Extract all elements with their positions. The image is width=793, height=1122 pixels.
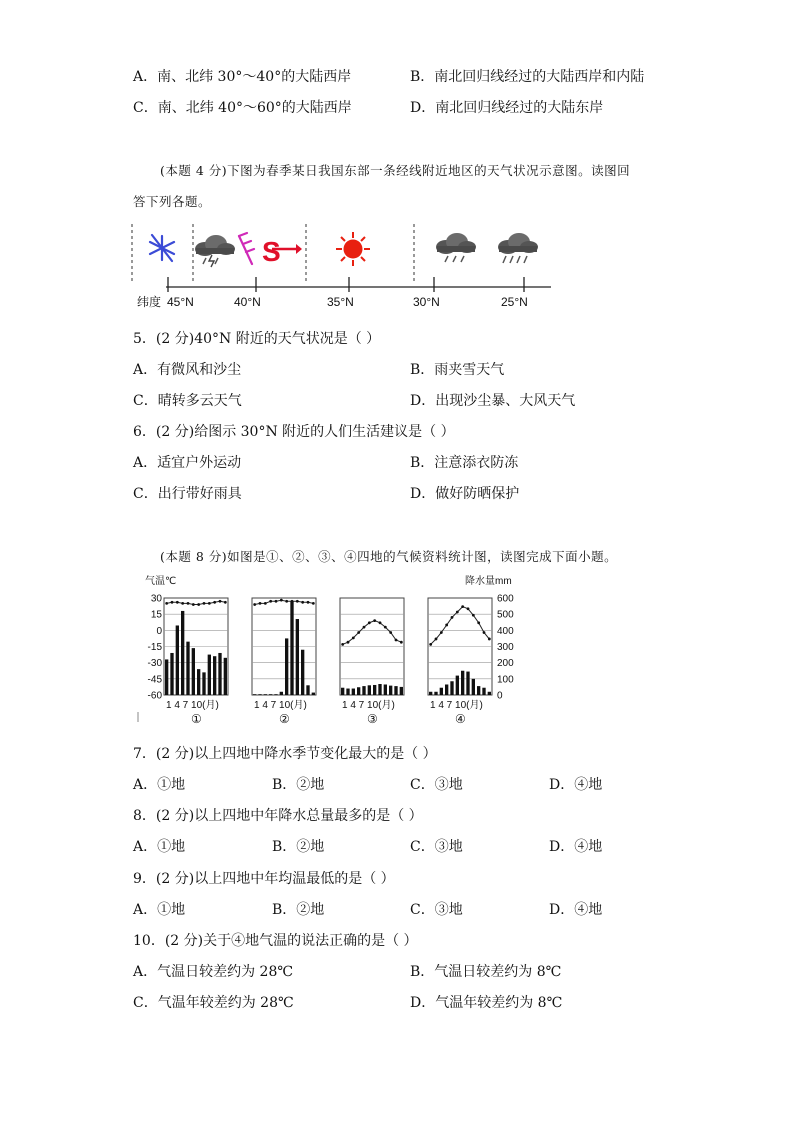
q10-stem: 10．(2 分)关于④地气温的说法正确的是（ ） (133, 933, 418, 949)
right-tick-label: 0 (497, 690, 503, 702)
temperature-point (352, 636, 355, 639)
right-tick-label: 400 (497, 625, 514, 637)
right-tick-label: 300 (497, 642, 514, 653)
panel-label: ④ (455, 712, 466, 726)
precip-bar (285, 638, 288, 695)
q5-option-b[interactable]: B．雨夹雪天气 (410, 362, 505, 378)
precip-bar (269, 694, 272, 695)
wind-barb-icon (239, 233, 254, 264)
temperature-point (176, 601, 179, 604)
svg-text:S: S (262, 236, 281, 267)
lat-label-35: 35°N (327, 295, 354, 309)
temperature-point (477, 621, 480, 624)
lat-label-45: 45°N (167, 295, 194, 309)
precip-bar (208, 655, 211, 695)
q6-option-a[interactable]: A．适宜户外运动 (133, 455, 242, 471)
precip-bar (346, 689, 349, 695)
temperature-point (384, 626, 387, 629)
temperature-point (181, 602, 184, 605)
q8-option-a[interactable]: A．①地 (133, 839, 186, 855)
precip-bar (202, 672, 205, 695)
precip-bar (165, 659, 168, 695)
temperature-point (445, 624, 448, 627)
temperature-point (483, 631, 486, 634)
temperature-point (197, 603, 200, 606)
section1-intro-line2: 答下列各题。 (133, 194, 212, 209)
precip-bar (461, 671, 464, 695)
temperature-point (259, 602, 262, 605)
temperature-point (171, 601, 174, 604)
q5-option-a[interactable]: A．有微风和沙尘 (133, 362, 242, 378)
temperature-point (264, 602, 267, 605)
panel-label: ③ (367, 712, 378, 726)
q9-option-c[interactable]: C．③地 (410, 902, 463, 918)
precip-bar (341, 688, 344, 695)
temperature-point (456, 611, 459, 614)
temperature-point (400, 641, 403, 644)
sandstorm-icon (262, 236, 302, 267)
right-tick-label: 200 (497, 658, 514, 670)
temperature-point (451, 616, 454, 619)
option-b[interactable]: B．南北回归线经过的大陆西岸和内陆 (410, 69, 645, 85)
climate-panel-2 (252, 598, 316, 726)
temperature-point (347, 641, 350, 644)
precip-bar (400, 687, 403, 695)
temperature-point (467, 607, 470, 610)
temperature-point (280, 599, 283, 602)
precip-bar (445, 684, 448, 695)
right-tick-label: 500 (497, 609, 514, 621)
lat-label-25: 25°N (501, 295, 528, 309)
temperature-point (312, 602, 315, 605)
sun-icon (336, 232, 370, 266)
precip-bar (357, 687, 360, 695)
q8-stem: 8．(2 分)以上四地中年降水总量最多的是（ ） (133, 808, 423, 824)
precip-bar (301, 650, 304, 695)
left-tick-label: 15 (150, 609, 162, 621)
q10-option-d[interactable]: D．气温年较差约为 8℃ (410, 995, 563, 1011)
precip-bar (394, 686, 397, 695)
temperature-point (269, 600, 272, 603)
temperature-line (431, 607, 490, 645)
precip-bar (450, 681, 453, 695)
right-tick-label: 100 (497, 674, 514, 686)
temperature-point (213, 601, 216, 604)
q8-option-c[interactable]: C．③地 (410, 839, 463, 855)
temperature-point (373, 619, 376, 622)
precip-bar (352, 689, 355, 695)
temperature-point (208, 602, 211, 605)
precip-bar (192, 648, 195, 695)
thunder-rain-cloud-icon (195, 235, 235, 267)
q6-stem: 6．(2 分)给图示 30°N 附近的人们生活建议是（ ） (133, 424, 455, 440)
temperature-point (285, 600, 288, 603)
q6-option-c[interactable]: C．出行带好雨具 (133, 486, 242, 502)
right-axis-title: 降水量mm (465, 576, 512, 587)
left-tick-label: -45 (147, 674, 162, 686)
climate-panel-1 (164, 598, 228, 726)
precip-bar (258, 694, 261, 695)
q10-option-b[interactable]: B．气温日较差约为 8℃ (410, 964, 562, 980)
climate-charts (130, 574, 530, 736)
q9-option-d[interactable]: D．④地 (549, 902, 603, 918)
section1-intro-line1: (本题 4 分)下图为春季某日我国东部一条经线附近地区的天气状况示意图。读图回 (160, 163, 631, 178)
q7-option-d[interactable]: D．④地 (549, 777, 603, 793)
section2-intro: (本题 8 分)如图是①、②、③、④四地的气候资料统计图，读图完成下面小题。 (160, 549, 618, 564)
precip-bar (440, 688, 443, 695)
lat-label-30: 30°N (413, 295, 440, 309)
snowflake-icon (150, 235, 174, 261)
temperature-line (343, 621, 402, 645)
precip-bar (218, 653, 221, 695)
precip-bar (181, 611, 184, 695)
precip-bar (373, 685, 376, 695)
temperature-point (395, 639, 398, 642)
q8-option-d[interactable]: D．④地 (549, 839, 603, 855)
precip-bar (213, 656, 216, 695)
precip-bar (466, 672, 469, 695)
panel-label: ① (191, 712, 202, 726)
lat-label-40: 40°N (234, 295, 261, 309)
q10-option-c[interactable]: C．气温年较差约为 28℃ (133, 995, 294, 1011)
temperature-point (187, 602, 190, 605)
precip-bar (312, 693, 315, 695)
temperature-point (488, 638, 491, 641)
temperature-point (301, 601, 304, 604)
temperature-point (224, 601, 227, 604)
temperature-point (219, 600, 222, 603)
precip-bar (456, 676, 459, 695)
climate-panel-4 (428, 598, 492, 726)
temperature-point (461, 605, 464, 608)
precip-bar (429, 692, 432, 695)
q5-stem: 5．(2 分)40°N 附近的天气状况是（ ） (133, 331, 381, 347)
q9-stem: 9．(2 分)以上四地中年均温最低的是（ ） (133, 871, 395, 887)
q10-option-a[interactable]: A．气温日较差约为 28℃ (133, 964, 294, 980)
left-axis-title: 气温℃ (145, 576, 177, 587)
precip-bar (488, 692, 491, 695)
month-labels: 1 4 7 10(月) (342, 700, 395, 711)
climate-panel-3 (340, 598, 404, 726)
temperature-point (368, 621, 371, 624)
temperature-point (440, 631, 443, 634)
q7-stem: 7．(2 分)以上四地中降水季节变化最大的是（ ） (133, 746, 437, 762)
option-a[interactable]: A．南、北纬 30°～40°的大陆西岸 (133, 69, 352, 85)
temperature-point (363, 626, 366, 629)
month-labels: 1 4 7 10(月) (430, 700, 483, 711)
temperature-point (389, 631, 392, 634)
precip-bar (477, 686, 480, 695)
left-tick-label: 0 (156, 625, 162, 637)
right-axis-ticks (497, 594, 514, 702)
option-d[interactable]: D．南北回归线经过的大陆东岸 (410, 100, 604, 116)
temperature-point (275, 600, 278, 603)
temperature-point (341, 643, 344, 646)
option-c[interactable]: C．南、北纬 40°～60°的大陆西岸 (133, 100, 352, 116)
precip-bar (362, 686, 365, 695)
temperature-point (379, 621, 382, 624)
temperature-point (429, 643, 432, 646)
left-tick-label: -15 (147, 642, 162, 653)
left-tick-label: -30 (147, 658, 162, 670)
precip-bar (290, 601, 293, 695)
temperature-point (307, 601, 310, 604)
precip-bar (280, 692, 283, 695)
precip-bar (224, 658, 227, 695)
temperature-point (357, 631, 360, 634)
precip-bar (170, 653, 173, 695)
month-labels: 1 4 7 10(月) (166, 700, 219, 711)
precip-bar (176, 625, 179, 695)
precip-bar (264, 694, 267, 695)
precip-bar (197, 669, 200, 695)
precip-bar (186, 642, 189, 695)
q8-option-b[interactable]: B．②地 (272, 839, 325, 855)
q6-option-b[interactable]: B．注意添衣防冻 (410, 455, 519, 471)
temperature-line (255, 600, 314, 604)
precip-bar (384, 684, 387, 695)
precip-bar (306, 685, 309, 695)
precip-bar (434, 692, 437, 695)
precip-bar (296, 619, 299, 695)
q5-option-d[interactable]: D．出现沙尘暴、大风天气 (410, 393, 576, 409)
q9-option-b[interactable]: B．②地 (272, 902, 325, 918)
precip-bar (472, 679, 475, 695)
temperature-point (435, 638, 438, 641)
temperature-line (167, 601, 226, 604)
precip-bar (482, 688, 485, 695)
q7-option-a[interactable]: A．①地 (133, 777, 186, 793)
latitude-axis-title: 纬度 (137, 295, 162, 309)
q5-option-c[interactable]: C．晴转多云天气 (133, 393, 242, 409)
weather-diagram (130, 222, 560, 314)
temperature-point (203, 602, 206, 605)
precip-bar (253, 694, 256, 695)
q7-option-b[interactable]: B．②地 (272, 777, 325, 793)
right-tick-label: 600 (497, 593, 514, 605)
temperature-point (291, 600, 294, 603)
q6-option-d[interactable]: D．做好防晒保护 (410, 486, 520, 502)
precip-bar (389, 686, 392, 695)
panel-label: ② (279, 712, 290, 726)
heavy-rain-cloud-icon (498, 233, 538, 263)
precip-bar (274, 694, 277, 695)
left-axis-ticks (148, 594, 163, 702)
precip-bar (368, 685, 371, 695)
temperature-point (253, 603, 256, 606)
q7-option-c[interactable]: C．③地 (410, 777, 463, 793)
rain-cloud-icon (436, 233, 476, 262)
left-tick-label: -60 (147, 690, 162, 702)
temperature-point (296, 600, 299, 603)
temperature-point (472, 614, 475, 617)
month-labels: 1 4 7 10(月) (254, 700, 307, 711)
left-tick-label: 30 (150, 593, 162, 605)
precip-bar (378, 684, 381, 695)
temperature-point (165, 602, 168, 605)
q9-option-a[interactable]: A．①地 (133, 902, 186, 918)
temperature-point (192, 603, 195, 606)
latitude-ticks (168, 277, 524, 292)
